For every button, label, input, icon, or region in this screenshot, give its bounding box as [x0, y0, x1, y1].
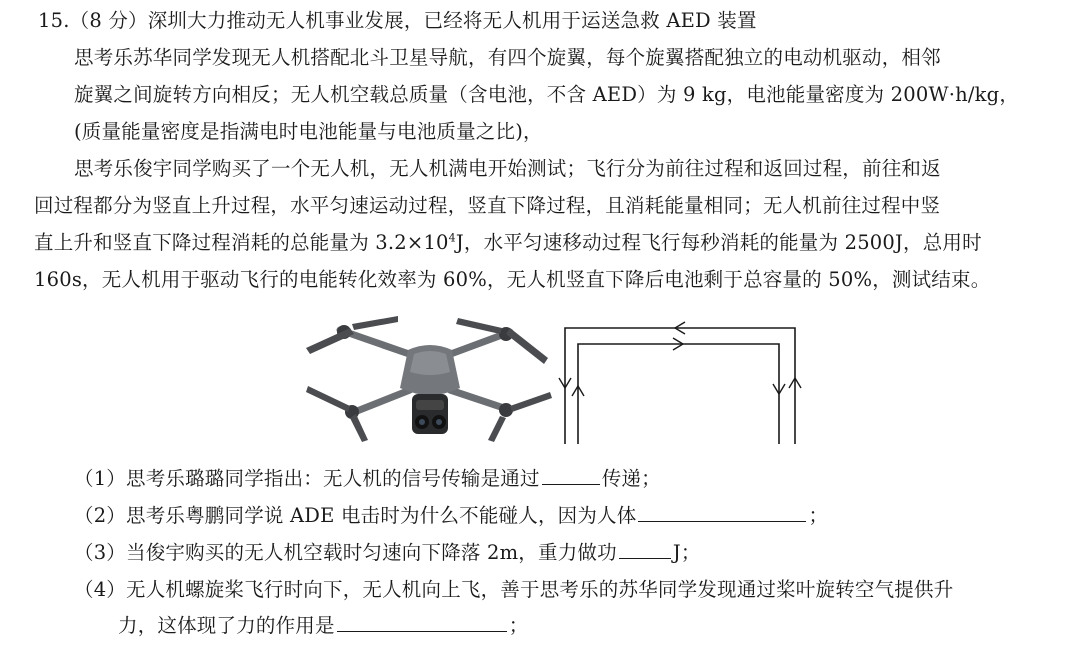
energy-text-b: J，水平匀速移动过程飞行每秒消耗的能量为 2500J，总用时 [455, 231, 982, 254]
paragraph-1-line-2: 旋翼之间旋转方向相反；无人机空载总质量（含电池，不含 AED）为 9 kg，电池能量密度为 200W·h/kg， [74, 83, 1020, 106]
sub-question-4-line-2 [118, 613, 528, 639]
answer-blank-4[interactable] [337, 613, 507, 632]
sub-question-4-text: 力，这体现了力的作用是 [118, 614, 335, 637]
sub-question-4-line-1: （4）无人机螺旋桨飞行时向下，无人机向上飞，善于思考乐的苏华同学发现通过桨叶旋转空气提供升 [74, 578, 954, 601]
answer-blank-3[interactable] [619, 540, 671, 559]
paragraph-1-line-3: (质量能量密度是指满电时电池能量与电池质量之比)， [74, 120, 543, 143]
sub-question-2 [74, 503, 828, 529]
question-points: （8 分） [69, 9, 148, 32]
sub-question-1 [74, 466, 661, 492]
paragraph-2-line-4: 160s，无人机用于驱动飞行的电能转化效率为 60%，无人机竖直下降后电池剩于总容量的 50%，测试结束。 [34, 268, 991, 291]
energy-text-a: 直上升和竖直下降过程消耗的总能量为 3.2×10 [34, 231, 449, 254]
paragraph-1-line-1: 思考乐苏华同学发现无人机搭配北斗卫星导航，有四个旋翼，每个旋翼搭配独立的电动机驱动，相邻 [74, 46, 941, 69]
answer-blank-1[interactable] [542, 466, 600, 485]
sub-question-1-text: （1）思考乐璐璐同学指出：无人机的信号传输是通过 [74, 467, 540, 490]
drone-icon [300, 310, 558, 446]
sub-question-1-suffix: 传递； [601, 467, 661, 490]
sub-question-2-text: （2）思考乐粤鹏同学说 ADE 电击时为什么不能碰人，因为人体 [74, 504, 637, 527]
sub-question-3 [74, 540, 701, 566]
flight-path-diagram-icon [555, 316, 805, 446]
sub-question-2-suffix: ； [808, 504, 829, 527]
question-intro: 深圳大力推动无人机事业发展，已经将无人机用于运送急救 AED 装置 [147, 9, 757, 32]
sub-question-3-text: （3）当俊宇购买的无人机空载时匀速向下降落 2m，重力做功 [74, 541, 617, 564]
sub-question-3-suffix: J； [672, 541, 701, 564]
question-number: 15. [38, 9, 70, 32]
question-header [38, 8, 757, 34]
paragraph-2-line-2: 回过程都分为竖直上升过程，水平匀速运动过程，竖直下降过程，且消耗能量相同；无人机前往过程中竖 [34, 194, 941, 217]
answer-blank-2[interactable] [638, 503, 806, 522]
energy-exponent: 4 [448, 231, 456, 245]
sub-question-4-suffix: ； [508, 614, 529, 637]
paragraph-2-line-3 [34, 230, 982, 256]
paragraph-2-line-1: 思考乐俊宇同学购买了一个无人机，无人机满电开始测试；飞行分为前往过程和返回过程，前往和返 [74, 157, 941, 180]
